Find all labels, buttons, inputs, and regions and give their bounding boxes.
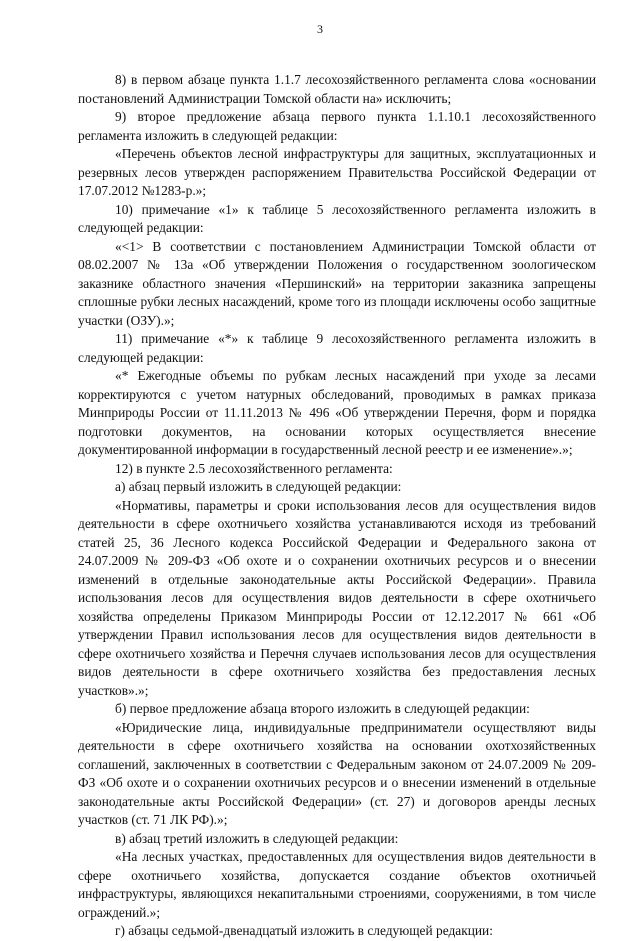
quoted-text-subitem-v: «На лесных участках, предоставленных для осуществления видов деятельности в сфере охотничьего хозяйства, допускается создание объектов охотничьей инфраструктуры, являющихся некапитальными строениями, сооружениями, в том числе ограждений.»; xyxy=(78,849,596,920)
document-body xyxy=(78,71,596,941)
paragraph-item-12: 12) в пункте 2.5 лесохозяйственного регламента: xyxy=(115,460,393,476)
subitem-a: а) абзац первый изложить в следующей редакции: xyxy=(115,479,402,494)
subitem-g: г) абзацы седьмой-двенадцатый изложить в следующей редакции: xyxy=(115,923,493,938)
subitem-b: б) первое предложение абзаца второго изложить в следующей редакции: xyxy=(115,701,530,716)
quoted-text-item-11: «* Ежегодные объемы по рубкам лесных насаждений при уходе за лесами корректируются с учетом натурных обследований, проводимых в рамках приказа Минприроды России от 11.11.2013 № 496 «Об утверждении Перечня, форм и порядка подготовки документов, на основании которых осуществляется внесение документированной информации в государственный лесной реестр и ее изменение».»; xyxy=(78,368,596,457)
quoted-text-subitem-a: «Нормативы, параметры и сроки использования лесов для осуществления видов деятельности в сфере охотничьего хозяйства устанавливаются исходя из требований статей 25, 36 Лесного кодекса Российской Федерации и Федерального закона от 24.07.2009 № 209-ФЗ «Об охоте и о сохранении охотничьих ресурсов и о внесении изменений в отдельные законодательные акты Российской Федерации». Правила использования лесов для осуществления видов деятельности в сфере охотничьего хозяйства определены Приказом Минприроды России от 12.12.2017 № 661 «Об утверждении Правил использования лесов для осуществления видов деятельности в сфере охотничьего хозяйства и Перечня случаев использования лесов для осуществления видов деятельности в сфере охотничьего хозяйства без предоставления лесных участков».»; xyxy=(78,497,596,698)
quoted-text-item-9: «Перечень объектов лесной инфраструктуры для защитных, эксплуатационных и резервных лесов утвержден распоряжением Правительства Российской Федерации от 17.07.2012 №1283-р.»; xyxy=(78,146,596,198)
quoted-text-item-10: «<1> В соответствии с постановлением Администрации Томской области от 08.02.2007 № 13а «Об утверждении Положения о государственном зоологическом заказнике областного значения «Першинский» на территории заказника запрещены сплошные рубки лесных насаждений, кроме того из площади исключены особо защитные участки (ОЗУ).»; xyxy=(78,238,596,328)
paragraph-item-10: 10) примечание «1» к таблице 5 лесохозяйственного регламента изложить в следующей редакции: xyxy=(78,201,596,235)
paragraph-item-9: 9) второе предложение абзаца первого пункта 1.1.10.1 лесохозяйственного регламента изложить в следующей редакции: xyxy=(78,109,596,143)
paragraph-item-11: 11) примечание «*» к таблице 9 лесохозяйственного регламента изложить в следующей редакции: xyxy=(78,331,596,365)
quoted-text-subitem-b: «Юридические лица, индивидуальные предприниматели осуществляют виды деятельности в сфере охотничьего хозяйства на основании охотхозяйственных соглашений, заключенных в соответствии с Федеральным законом от 24.07.2009 № 209-ФЗ «Об охоте и о сохранении охотничьих ресурсов и о внесении изменений в отдельные законодательные акты Российской Федерации» (ст. 27) и договоров аренды лесных участков (ст. 71 ЛК РФ).»; xyxy=(78,719,596,827)
page-number: 3 xyxy=(317,22,323,36)
paragraph-item-8: 8) в первом абзаце пункта 1.1.7 лесохозяйственного регламента слова «основании постановлений Администрации Томской области на» исключить; xyxy=(78,72,596,106)
subitem-v: в) абзац третий изложить в следующей редакции: xyxy=(115,830,399,846)
